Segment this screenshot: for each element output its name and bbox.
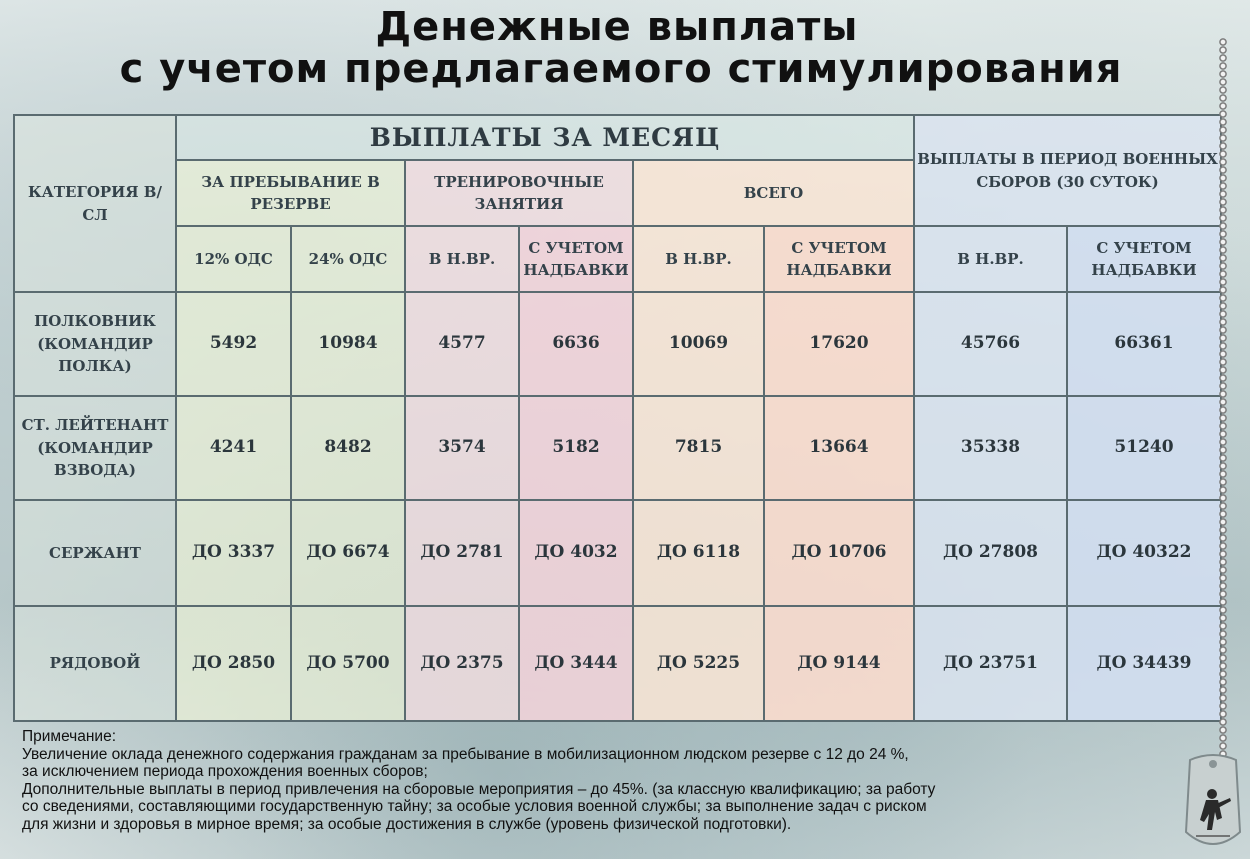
cell-value: ДО 6118 [633,500,764,606]
dog-tag-soldier-icon [1182,752,1244,852]
note-line: со сведениями, составляющими государственную тайну; за особые условия военной службы; за выполнение задач с риском [22,798,927,815]
table-row [14,606,1221,721]
note-line: для жизни и здоровья в мирное время; за особые достижения в службе (уровень физической подготовки). [22,815,792,833]
cell-value: ДО 3444 [519,606,633,721]
sub-assembly-now: В Н.ВР. [914,226,1067,292]
sub-ods24: 24% ОДС [291,226,405,292]
sub-training-bonus: С УЧЕТОМ НАДБАВКИ [519,226,633,292]
cell-value: ДО 34439 [1067,606,1221,721]
cell-value: 6636 [519,292,633,396]
note-block [22,728,1192,833]
cell-value: 10984 [291,292,405,396]
sub-total-now: В Н.ВР. [633,226,764,292]
cell-value: 10069 [633,292,764,396]
cell-value: ДО 27808 [914,500,1067,606]
sub-assembly-bonus: С УЧЕТОМ НАДБАВКИ [1067,226,1221,292]
assembly-header: ВЫПЛАТЫ В ПЕРИОД ВОЕННЫХ СБОРОВ (30 СУТОК) [914,115,1221,226]
cell-value: 7815 [633,396,764,500]
row-category: РЯДОВОЙ [14,606,176,721]
monthly-header: ВЫПЛАТЫ ЗА МЕСЯЦ [176,115,914,160]
cell-value: 66361 [1067,292,1221,396]
cell-value: ДО 2850 [176,606,291,721]
cell-value: 5492 [176,292,291,396]
cell-value: 17620 [764,292,914,396]
cell-value: ДО 4032 [519,500,633,606]
cell-value: 3574 [405,396,519,500]
cell-value: ДО 23751 [914,606,1067,721]
cell-value: 5182 [519,396,633,500]
table-row [14,396,1221,500]
note-label: Примечание: [22,728,117,745]
sub-total-bonus: С УЧЕТОМ НАДБАВКИ [764,226,914,292]
cell-value: 51240 [1067,396,1221,500]
cell-value: ДО 9144 [764,606,914,721]
cell-value: ДО 5225 [633,606,764,721]
row-category: СЕРЖАНТ [14,500,176,606]
page-title-line2: с учетом предлагаемого стимулирования [119,46,1123,92]
cell-value: ДО 5700 [291,606,405,721]
cell-value: ДО 2375 [405,606,519,721]
page-title-line1: Денежные выплаты [375,4,859,50]
cell-value: ДО 3337 [176,500,291,606]
cell-value: 8482 [291,396,405,500]
table-row [14,292,1221,396]
group-training-header: ТРЕНИРОВОЧНЫЕ ЗАНЯТИЯ [405,160,633,226]
cell-value: 13664 [764,396,914,500]
cell-value: ДО 10706 [764,500,914,606]
note-line: за исключением периода прохождения военных сборов; [22,763,428,780]
sub-ods12: 12% ОДС [176,226,291,292]
cell-value: ДО 2781 [405,500,519,606]
cell-value: 35338 [914,396,1067,500]
cell-value: 45766 [914,292,1067,396]
ball-chain-decoration [1218,38,1228,758]
cell-value: 4241 [176,396,291,500]
sub-training-now: В Н.ВР. [405,226,519,292]
cell-value: ДО 6674 [291,500,405,606]
note-line: Увеличение оклада денежного содержания гражданам за пребывание в мобилизационном людском резерве с 12 до 24 %, [22,745,909,763]
cell-value: 4577 [405,292,519,396]
group-total-header: ВСЕГО [633,160,914,226]
cell-value: ДО 40322 [1067,500,1221,606]
category-header: КАТЕГОРИЯ В/СЛ [14,115,176,292]
group-reserve-header: ЗА ПРЕБЫВАНИЕ В РЕЗЕРВЕ [176,160,405,226]
table-row [14,500,1221,606]
row-category: СТ. ЛЕЙТЕНАНТ (КОМАНДИР ВЗВОДА) [14,396,176,500]
payments-table [13,114,1222,722]
row-category: ПОЛКОВНИК (КОМАНДИР ПОЛКА) [14,292,176,396]
note-line: Дополнительные выплаты в период привлечения на сборовые мероприятия – до 45%. (за классную квалификацию; за работу [22,780,936,798]
